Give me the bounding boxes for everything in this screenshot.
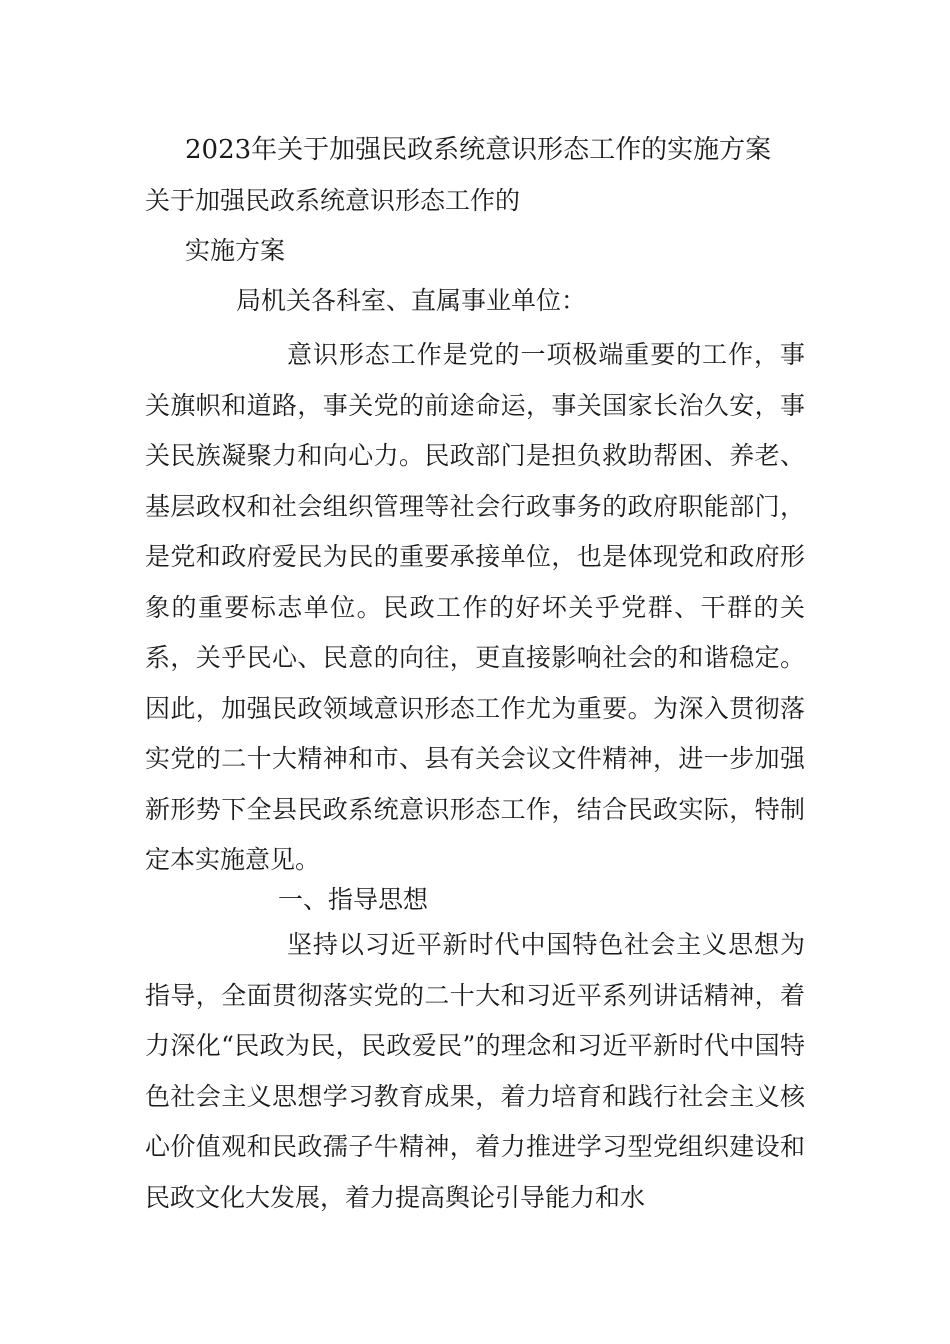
body-paragraph-2: [145, 920, 805, 1223]
section-heading-1: 一、指导思想: [278, 885, 429, 914]
document-subtitle-line2: 实施方案: [185, 236, 286, 265]
body-paragraph-1-text: 意识形态工作是党的一项极端重要的工作，事关旗帜和道路，事关党的前途命运，事关国家长治久安，事关民族凝聚力和向心力。民政部门是担负救助帮困、养老、基层政权和社会组织管理等社会行政事务的政府职能部门，是党和政府爱民为民的重要承接单位，也是体现党和政府形象的重要标志单位。民政工作的好坏关乎党群、干群的关系，关乎民心、民意的向往，更直接影响社会的和谐稳定。因此，加强民政领域意识形态工作尤为重要。为深入贯彻落实党的二十大精神和市、县有关会议文件精神，进一步加强新形势下全县民政系统意识形态工作，结合民政实际，特制定本实施意见。: [145, 340, 805, 874]
document-title: 2023年关于加强民政系统意识形态工作的实施方案: [185, 135, 772, 165]
body-paragraph-1: [145, 330, 805, 886]
body-paragraph-2-text: 坚持以习近平新时代中国特色社会主义思想为指导，全面贯彻落实党的二十大和习近平系列讲话精神，着力深化“民政为民，民政爱民”的理念和习近平新时代中国特色社会主义思想学习教育成果，着力培育和践行社会主义核心价值观和民政孺子牛精神，着力推进学习型党组织建设和民政文化大发展，着力提高舆论引导能力和水: [145, 930, 805, 1212]
document-subtitle-line1: 关于加强民政系统意识形态工作的: [145, 186, 521, 215]
salutation: 局机关各科室、直属事业单位：: [236, 286, 587, 315]
